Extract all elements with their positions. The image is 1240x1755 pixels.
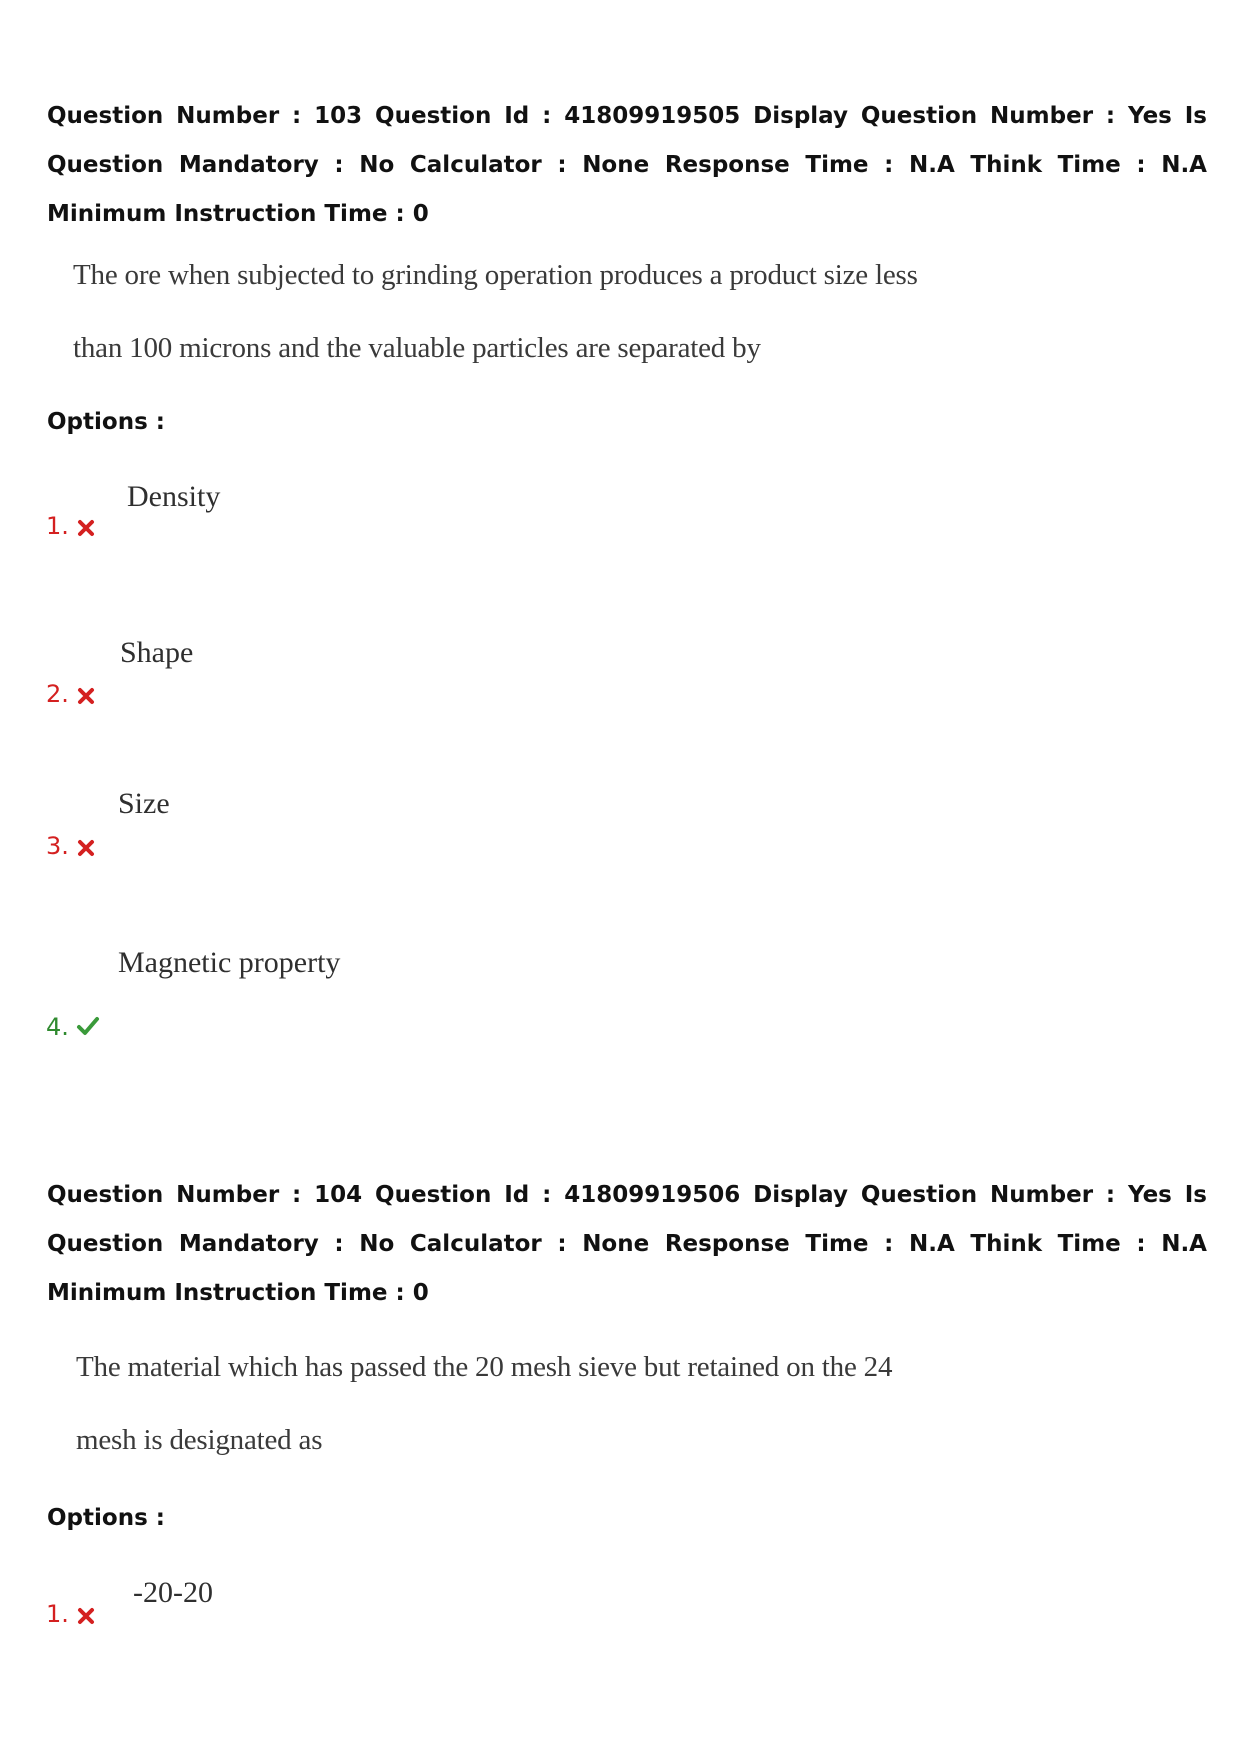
option-text: -20-20 [133, 1576, 213, 1609]
cross-icon [76, 1606, 96, 1626]
cross-icon [76, 518, 96, 538]
question-text-line: The material which has passed the 20 mesh sieve but retained on the 24 [76, 1351, 893, 1383]
option-number: 2. [46, 680, 69, 708]
question-text-line: mesh is designated as [76, 1424, 323, 1456]
cross-icon [76, 838, 96, 858]
option-text: Size [118, 787, 170, 820]
option-text: Magnetic property [118, 946, 341, 979]
cross-icon [76, 686, 96, 706]
question-text-line: The ore when subjected to grinding operation produces a product size less [73, 259, 918, 291]
options-label: Options : [47, 1505, 165, 1531]
option-number: 1. [46, 1600, 69, 1628]
check-icon [76, 1015, 100, 1037]
option-text: Density [127, 480, 221, 513]
option-text: Shape [120, 636, 194, 669]
question-text-line: than 100 microns and the valuable particles are separated by [73, 332, 761, 364]
question-header: Question Number : 103 Question Id : 41809919505 Display Question Number : Yes Is Question Mandatory : No Calculator : None Response Time : N.A Think Time : N.A Minimum Instruction Time : 0 [47, 103, 1207, 227]
option-number: 3. [46, 832, 69, 860]
option-number: 1. [46, 512, 69, 540]
options-label: Options : [47, 409, 165, 435]
question-header: Question Number : 104 Question Id : 41809919506 Display Question Number : Yes Is Question Mandatory : No Calculator : None Response Time : N.A Think Time : N.A Minimum Instruction Time : 0 [47, 1182, 1207, 1306]
option-number: 4. [46, 1013, 69, 1041]
